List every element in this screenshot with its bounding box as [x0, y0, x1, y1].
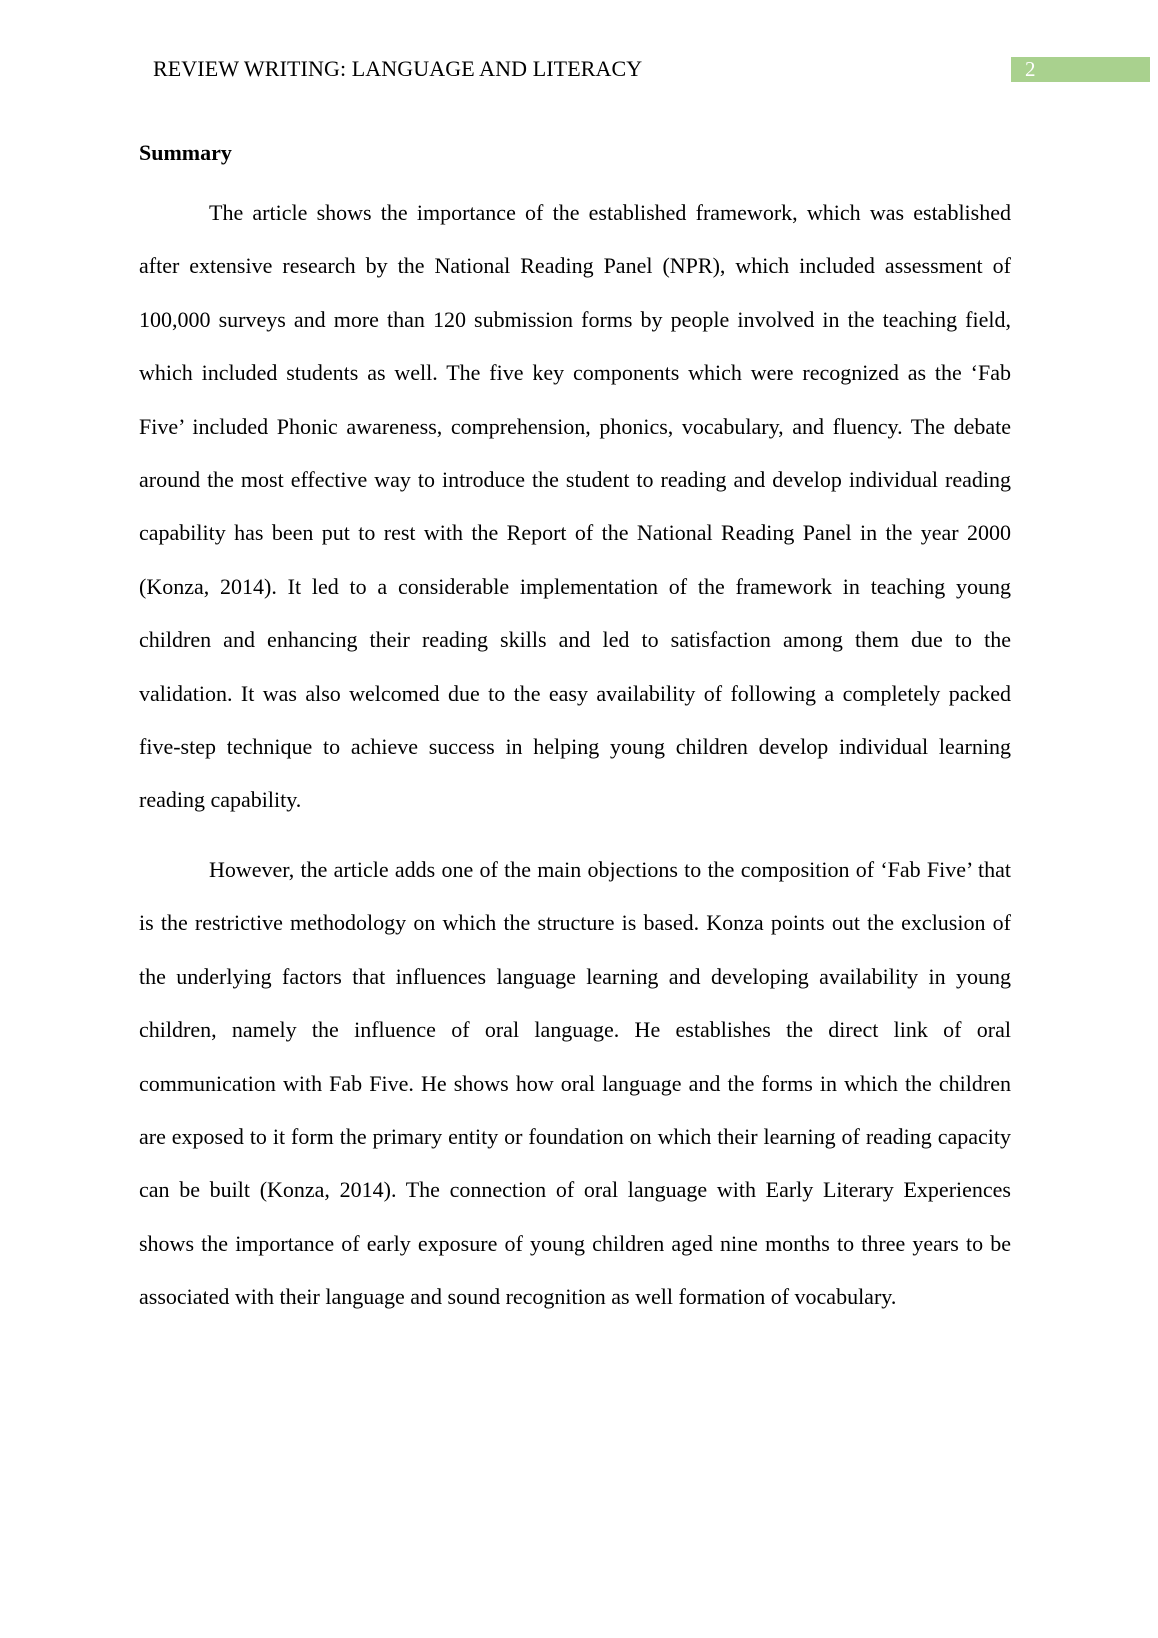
paragraph-1: The article shows the importance of the established framework, which was established after extensive research by the National Reading Panel (NPR), which included assessment of 100,000 surveys and more than 120 submission forms by people involved in the teaching field, which included students as well. The five key components which were recognized as the ‘Fab Five’ included Phonic awareness, comprehension, phonics, vocabulary, and fluency. The debate around the most effective way to introduce the student to reading and develop individual reading capability has been put to rest with the Report of the National Reading Panel in the year 2000 (Konza, 2014). It led to a considerable implementation of the framework in teaching young children and enhancing their reading skills and led to satisfaction among them due to the validation. It was also welcomed due to the easy availability of following a completely packed five-step technique to achieve success in helping young children develop individual learning reading capability. [139, 200, 1011, 813]
running-head: REVIEW WRITING: LANGUAGE AND LITERACY [153, 56, 643, 81]
document-body [139, 134, 1011, 1340]
page-number: 2 [1025, 57, 1036, 81]
section-heading: Summary [139, 140, 232, 165]
page-number-badge [1011, 57, 1150, 82]
paragraph-2: However, the article adds one of the main objections to the composition of ‘Fab Five’ that is the restrictive methodology on which the structure is based. Konza points out the exclusion of the underlying factors that influences language learning and developing availability in young children, namely the influence of oral language. He establishes the direct link of oral communication with Fab Five. He shows how oral language and the forms in which the children are exposed to it form the primary entity or foundation on which their learning of reading capacity can be built (Konza, 2014). The connection of oral language with Early Literary Experiences shows the importance of early exposure of young children aged nine months to three years to be associated with their language and sound recognition as well formation of vocabulary. [139, 856, 1011, 1310]
